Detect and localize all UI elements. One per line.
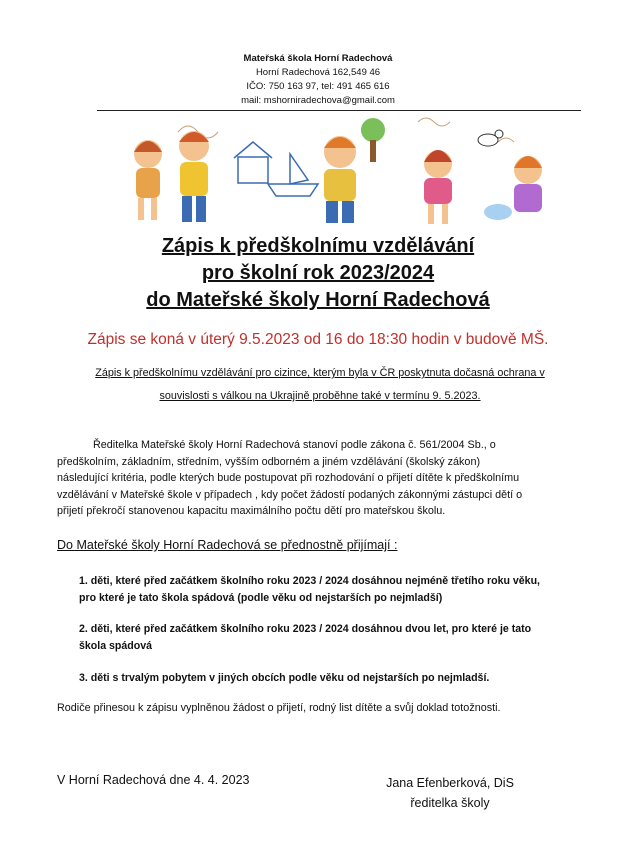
criterion-2-line-2: škola spádová — [79, 639, 153, 652]
signature-block — [380, 773, 520, 813]
school-header — [0, 52, 636, 108]
enrollment-date-text: Zápis se koná v úterý 9.5.2023 od 16 do 18:30 hodin v budově MŠ. — [87, 331, 549, 348]
title-line-3: do Mateřské školy Horní Radechová — [146, 289, 490, 311]
signer-name: Jana Efenberková, DiS — [386, 776, 514, 790]
criterion-2-line-1: 2. děti, které před začátkem školního roku 2023 / 2024 dosáhnou dvou let, pro které je tato — [79, 623, 532, 635]
ukraine-note-line-2: souvislosti s válkou na Ukrajině proběhne také v termínu 9. 5.2023. — [159, 390, 481, 402]
criterion-item — [79, 621, 579, 654]
criteria-heading: Do Mateřské školy Horní Radechová se přednostně přijímají : — [57, 538, 398, 552]
criterion-1-line-2: pro které je tato škola spádová (podle věku od nejstarších po nejmladší) — [79, 591, 443, 604]
paragraph-line-5: přijetí překročí stanovenou kapacitu maximálního počtu dětí pro mateřskou školu. — [57, 505, 446, 517]
paragraph-line-4: vzdělávání v Mateřské škole v případech , kdy počet žádostí podaných zákonnými zástupci dětí o — [57, 488, 523, 501]
title-line-2: pro školní rok 2023/2024 — [201, 262, 435, 284]
criterion-3-line-1: 3. děti s trvalým pobytem v jiných obcích podle věku od nejstarších po nejmladší. — [79, 672, 490, 684]
criteria-intro-paragraph — [57, 437, 577, 520]
signer-role: ředitelka školy — [410, 796, 490, 810]
title-line-1: Zápis k předškolnímu vzdělávání — [161, 235, 475, 257]
header-divider — [97, 110, 581, 111]
criterion-item — [79, 670, 579, 687]
documents-note: Rodiče přinesou k zápisu vyplněnou žádost o přijetí, rodný list dítěte a svůj doklad totožnosti. — [57, 702, 501, 714]
ukraine-note-line-1: Zápis k předškolnímu vzdělávání pro cizince, kterým byla v ČR poskytnuta dočasná ochrana v — [95, 367, 545, 379]
ukraine-note — [70, 362, 570, 408]
paragraph-line-3: následující kritéria, podle kterých bude postupovat při rozhodování o přijetí dítěte k předškolnímu — [57, 472, 520, 484]
paragraph-line-2: předškolním, základním, středním, vyšším odborném a jiném vzdělávání (školský zákon) — [57, 455, 481, 468]
page-title — [0, 233, 636, 314]
children-drawing-illustration — [118, 112, 568, 230]
school-ico-tel: IČO: 750 163 97, tel: 491 465 616 — [246, 81, 390, 92]
school-address: Horní Radechová 162,549 46 — [255, 67, 381, 78]
paragraph-line-1: Ředitelka Mateřské školy Horní Radechová stanoví podle zákona č. 561/2004 Sb., o — [93, 439, 496, 451]
school-email: mail: mshorniradechova@gmail.com — [241, 95, 395, 106]
criterion-item — [79, 573, 579, 606]
place-and-date: V Horní Radechová dne 4. 4. 2023 — [57, 773, 250, 787]
criterion-1-line-1: 1. děti, které před začátkem školního roku 2023 / 2024 dosáhnou nejméně třetího roku věku, — [79, 575, 540, 587]
school-name: Mateřská škola Horní Radechová — [243, 53, 393, 64]
